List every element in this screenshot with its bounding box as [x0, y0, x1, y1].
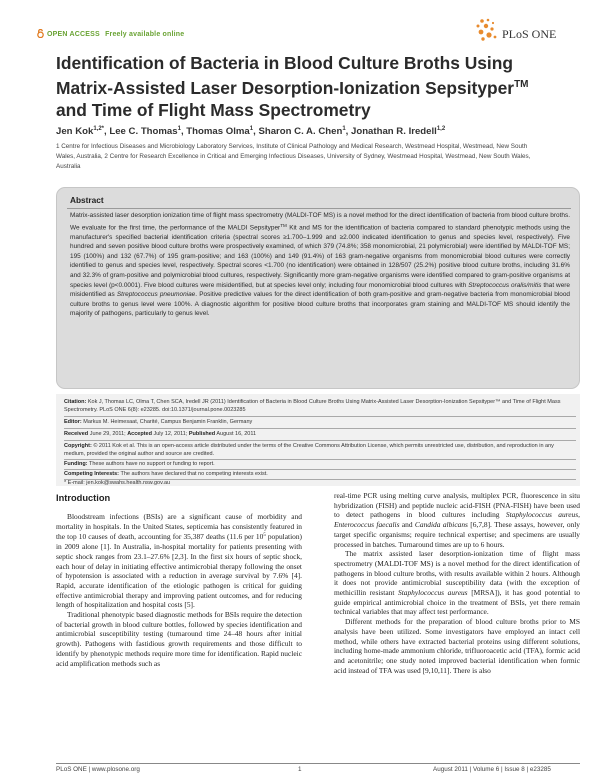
paragraph-text: [MRSA]), it has good potential to guide empirical antimicrobial choice in the treatment of BSIs, yet there remain technical variables that may affect test performance.	[334, 588, 580, 617]
funding-label: Funding:	[64, 461, 88, 467]
open-access-label-a: OPEN	[47, 31, 68, 38]
affiliation-line: 1 Centre for Infectious Diseases and Microbiology Laboratory Services, Institute of Clinical Pathology and Medical Research, Westmead Hospital, Westmead, New South	[56, 143, 528, 150]
competing-label: Competing Interests:	[64, 471, 120, 477]
species-name: Staphylococcus aureus	[505, 510, 579, 520]
citation-label: Citation:	[64, 399, 87, 405]
author-name: Jonathan R. Iredell	[351, 126, 437, 137]
author-affiliation: 1	[342, 126, 346, 132]
paragraph-text: [6,7,8]. These assays, however, only target specific organisms; require technical expertise; and specimens are usually processed in batches. Turnaround times are up to 6 hours.	[334, 520, 580, 549]
meta-divider	[64, 469, 576, 470]
author-name: Thomas Olma	[186, 126, 250, 137]
funding-text: These authors have no support or funding to report.	[88, 461, 215, 467]
article-metadata	[56, 394, 580, 486]
introduction-heading: Introduction	[56, 493, 111, 503]
copyright	[64, 443, 576, 458]
author-name: Lee C. Thomas	[109, 126, 178, 137]
species-name: Candida albicans	[414, 520, 468, 530]
abstract-species: Streptococcus oralis/mitis	[468, 281, 542, 289]
paragraph-text: Bloodstream infections (BSIs) are a significant cause of morbidity and mortality in hospitals. In the United States, septicemia has consistently featured in the top 10 causes of death, accounting for 35,387 deaths (11.6 per 10	[56, 512, 302, 542]
copyright-label: Copyright:	[64, 443, 92, 449]
author-affiliation: 1	[177, 126, 181, 132]
abstract-trademark: TM	[280, 222, 287, 228]
paragraph-text: and	[399, 520, 415, 530]
dates	[64, 431, 576, 439]
published-date: August 16, 2011	[216, 431, 257, 437]
author-name: Sharon C. A. Chen	[258, 126, 343, 137]
paragraph: Traditional phenotypic based diagnostic methods for BSIs require the detection of bacterial growth in blood culture bottles, followed by species identification and antimicrobial susceptibility testing (turnaround time 24–48 hours after initial growth). Pathogens with fastidious growth requirements and those difficult to identify by phenotypic methods require more time for identification. Rapid nucleic acid amplification methods such as	[56, 610, 302, 668]
abstract-heading: Abstract	[70, 195, 104, 205]
species-name: Staphylococcus aureus	[398, 588, 468, 598]
paragraph-text: real-time PCR using melting curve analysis, multiplex PCR, fluorescence in situ hybridization (FISH) and peptide nucleic acid-FISH (PNA-FISH) have been used to detect pathogens in blood cultures including	[334, 491, 580, 520]
title-line-1: Identification of Bacteria in Blood Culture Broths Using	[56, 53, 514, 73]
journal-logo-text: PLoS ONE	[502, 27, 557, 41]
received-date: June 29, 2011;	[89, 431, 126, 437]
affiliations	[56, 142, 576, 172]
open-access-lock-icon	[36, 29, 45, 38]
affiliation-line: Wales, Australia, 2 Centre for Research Excellence in Critical and Emerging Infectious Diseases, University of Sydney, Westmead Hospital, Westmead, New South Wales,	[56, 153, 531, 160]
abstract-part: . Positive predictive values for the direct identification of both gram-positive and gram-negative bacteria from monomicrobial blood culture broths to genus level were 100%. A diagnostic algorithm for positive blood culture broths that incorporates gram staining and MALDI-TOF MS should identify the majority of pathogens, particularly to genus level.	[70, 291, 570, 318]
open-access-label-b: ACCESS	[69, 31, 100, 38]
freely-available-label: Freely available online	[105, 31, 185, 38]
citation	[64, 399, 576, 414]
editor-text: Markus M. Heimesaat, Charité, Campus Benjamin Franklin, Germany	[83, 419, 253, 425]
title-line-2: Matrix-Assisted Laser Desorption-Ionization Sepsityper	[56, 78, 515, 98]
funding	[64, 461, 576, 469]
body-column-right	[334, 491, 580, 675]
corresponding-email[interactable]: * E-mail: jen.kok@swahs.health.nsw.gov.au	[64, 480, 171, 486]
species-name: Enterococcus faecalis	[334, 520, 400, 530]
paragraph-text: The matrix assisted laser desorption-ionization time of flight mass spectrometry (MALDI-TOF MS) is a novel method for the direct identification of pathogens in blood culture broths, with results available within 2 hours. Although it does not provide antimicrobial susceptibility data (with the exception of methicillin resistant	[334, 549, 580, 598]
footer-issue-info: August 2011 | Volume 6 | Issue 8 | e23285	[433, 766, 551, 773]
meta-divider	[64, 440, 576, 441]
article-title	[56, 52, 566, 121]
paragraph-text: population) in 2009 alone [1]. In Australia, in-hospital mortality for patients presenting with septic shock ranges from 23.1–27.6% [2,3]. In the first six hours of septic shock, each hour of delay in initiating effective antimicrobial therapy following the onset of hypotension is associated with a reduction in average survival by 7.6% [4]. Rapid, accurate identification of the etiologic pathogen is critical for guiding effective antimicrobial therapy and improving patient outcomes, and for reducing length of hospitalization and hospital costs [5].	[56, 532, 302, 610]
paragraph	[56, 512, 302, 610]
copyright-text: © 2011 Kok et al. This is an open-access article distributed under the terms of the Creative Commons Attribution License, which permits unrestricted use, distribution, and reproduction in any medium, provided the original author and source are credited.	[64, 443, 554, 457]
page-number: 1	[298, 766, 302, 773]
abstract-text	[70, 211, 570, 319]
competing-interests	[64, 471, 576, 479]
accepted-label: Accepted	[127, 431, 152, 437]
meta-divider	[64, 416, 576, 417]
open-access-banner	[36, 29, 184, 38]
footer-divider	[56, 763, 580, 764]
body-column-left	[56, 512, 302, 668]
author-affiliation: 1	[249, 126, 254, 132]
editor-label: Editor:	[64, 419, 82, 425]
author-affiliation: 1,2*	[93, 126, 105, 132]
title-line-3: and Time of Flight Mass Spectrometry	[56, 100, 371, 120]
published-label: Published	[188, 431, 216, 437]
affiliation-line: Australia	[56, 163, 81, 170]
received-label: Received	[64, 431, 89, 437]
title-trademark: TM	[514, 79, 529, 90]
author-list: Jen Kok$^{1,2*}$, Lee C. Thomas$^1$, Thomas Olma$^1$, Sharon C. A. Chen$^1$, Jonathan R. Iredell$^{1,2}$	[56, 126, 446, 137]
abstract-part: that were misidentified as	[70, 281, 571, 299]
accepted-date: July 12, 2011;	[153, 431, 188, 437]
author-name: Jen Kok	[56, 126, 94, 137]
footer-journal-url[interactable]: PLoS ONE | www.plosone.org	[56, 766, 140, 773]
abstract-part: Kit and MS for the identification of bacteria compared to standard phenotypic methods using the manufacturer's specified bacterial identification criteria (spectral scores ≥1.700–1.999 and ≥2.000 indicated identification to genus and species level, respectively). Five hundred and seven positive blood culture broths were prospectively examined, of which 379 (74.8%; 358 monomicrobial, 21 polymicrobial) were identified by MALDI-TOF MS; 195 (100%) and 132 (67.7%) of 195 gram-positive; and 163 (100%) and 149 (91.4%) of 163 gram-negative organisms from monomicrobial blood cultures were correctly identified to genus and species level, respectively. Spectral scores <1.700 (no identification) were obtained in 128/507 (25.2%) positive blood culture broths, including 31.6% and 32.3% of gram-positive and polymicrobial blood cultures, respectively. Significantly more gram-negative organisms were identified compared to gram-positive organisms at species level (p<0.0001). Five blood cultures were misidentified, but at species level only; including four monomicrobial blood cultures with	[70, 224, 570, 289]
paragraph	[334, 491, 580, 549]
superscript: 5	[263, 533, 266, 539]
paragraph	[334, 549, 580, 617]
meta-divider	[64, 428, 576, 429]
paragraph: Different methods for the preparation of blood culture broths prior to MS analysis have been utilized. Some investigators have employed an intact cell method, while others have extracted bacterial proteins using different solutions, including home-made ammonium chloride, trifluoroacetic acid (TFA), formic acid and acetonitrile; one study noted improved bacterial identification when formic acid instead of TFA was used [9,10,11]. There is also	[334, 617, 580, 675]
citation-text: Kok J, Thomas LC, Olma T, Chen SCA, Iredell JR (2011) Identification of Bacteria in Blood Culture Broths Using Matrix-Assisted Laser Desorption-Ionization Sepsityper™ and Time of Flight Mass Spectrometry. PLoS ONE 6(8): e23285. doi:10.1371/journal.pone.0023285	[64, 399, 561, 413]
plos-logo-icon	[470, 17, 500, 45]
journal-logo	[470, 17, 570, 45]
abstract-box	[56, 187, 580, 389]
meta-divider	[64, 459, 576, 460]
abstract-part: Matrix-assisted laser desorption ionization time of flight mass spectrometry (MALDI-TOF MS) is a novel method for the direct identification of bacteria from blood culture broths. We evaluate for the first time, the performance of the MALDI Sepsityper	[70, 212, 570, 232]
abstract-species: Streptococcus pneumoniae	[116, 291, 196, 299]
competing-text: The authors have declared that no competing interests exist.	[120, 471, 268, 477]
editor	[64, 419, 576, 427]
author-affiliation: 1,2	[436, 126, 446, 132]
paragraph-text: ,	[578, 510, 581, 520]
